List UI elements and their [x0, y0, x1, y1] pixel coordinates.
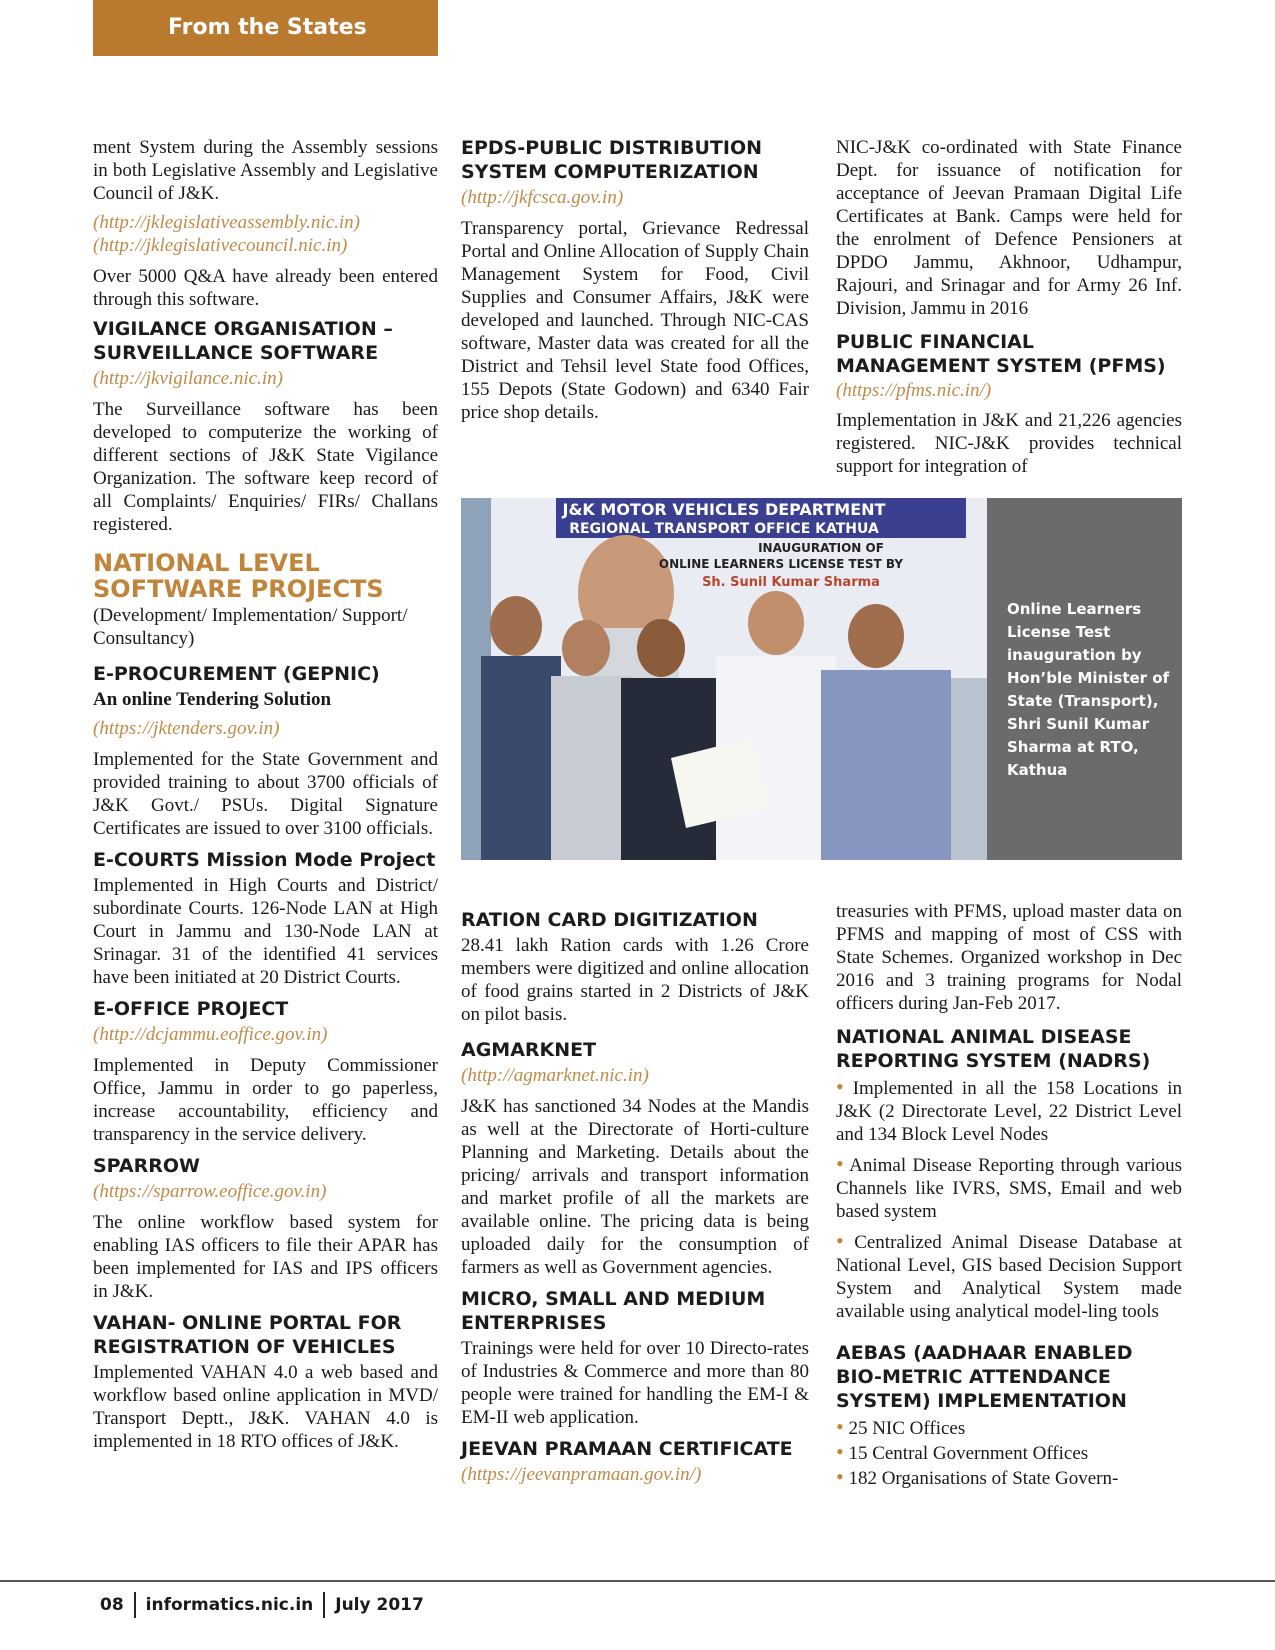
vigilance-text: The Surveillance software has been developed to computerize the working of different sections of J&K State Vigilance Organization. The software keep record of all Complaints/ Enquiries/ FIRs/ Challans registered.	[93, 399, 438, 535]
eprocurement-text: Implemented for the State Government and provided training to about 3700 officials of J&K Govt./ PSUs. Digital Signature Certificates are issued to over 3100 officials.	[93, 749, 438, 839]
column-3-bottom	[836, 900, 1182, 1490]
pfms-heading: PUBLIC FINANCIAL MANAGEMENT SYSTEM (PFMS) (https://pfms.nic.in/)	[836, 331, 1166, 401]
banner-line-3: INAUGURATION OF	[758, 541, 884, 555]
vahan-text: Implemented VAHAN 4.0 a web based and workflow based online application in MVD/ Transport Deptt., J&K. VAHAN 4.0 is implemented in 18 RTO offices of J&K.	[93, 1362, 438, 1452]
vahan-heading: VAHAN- ONLINE PORTAL FOR REGISTRATION OF VEHICLES	[93, 1312, 402, 1358]
banner-line-4: ONLINE LEARNERS LICENSE TEST BY	[658, 557, 904, 571]
footer-date: July 2017	[335, 1595, 424, 1615]
aebas-bullet: • 15 Central Government Offices	[836, 1439, 1089, 1464]
eoffice-heading: E-OFFICE PROJECT	[93, 998, 289, 1020]
eprocurement-subheading: An online Tendering Solution	[93, 689, 332, 710]
aebas-heading: AEBAS (AADHAAR ENABLED BIO-METRIC ATTENDANCE SYSTEM) IMPLEMENTATION	[836, 1342, 1133, 1412]
nadrs-bullet: • Implemented in all the 158 Locations in J&K (2 Directorate Level, 22 District Level and 134 Block Level Nodes	[836, 1074, 1182, 1145]
eoffice-text: Implemented in Deputy Commissioner Office, Jammu in order to go paperless, increase accountability, efficiency and transparency in the service delivery.	[93, 1055, 438, 1145]
pfms-text-continued: treasuries with PFMS, upload master data on PFMS and mapping of most of CSS with State Schemes. Organized workshop in Dec 2016 and 3 training programs for Nodal officers during Jan-Feb 2017.	[836, 901, 1182, 1014]
ration-text: 28.41 lakh Ration cards with 1.26 Crore members were digitized and online allocation of food grains started in 2 Districts of J&K on pilot basis.	[461, 935, 809, 1025]
msme-heading: MICRO, SMALL AND MEDIUM ENTERPRISES	[461, 1288, 766, 1334]
column-1	[93, 136, 438, 1459]
jeevan-heading: JEEVAN PRAMAAN CERTIFICATE	[461, 1438, 793, 1460]
nadrs-heading: NATIONAL ANIMAL DISEASE REPORTING SYSTEM (NADRS)	[836, 1026, 1151, 1072]
bullet-icon: •	[836, 1151, 844, 1176]
agmarknet-text: J&K has sanctioned 34 Nodes at the Mandis as well at the Directorate of Horti-culture Planning and Marketing. Details about the pricing/ arrivals and transport information and market profile of all the markets are available online. The pricing data is being uploaded daily for the consumption of farmers as well as Government agencies.	[461, 1096, 809, 1278]
eoffice-link[interactable]: (http://dcjammu.eoffice.gov.in)	[93, 1024, 328, 1045]
pfms-text: Implementation in J&K and 21,226 agencies registered. NIC-J&K provides technical support for integration of	[836, 410, 1182, 477]
eprocurement-heading: E-PROCUREMENT (GEPNIC)	[93, 663, 380, 685]
footer-site[interactable]: informatics.nic.in	[145, 1595, 314, 1615]
sparrow-text: The online workflow based system for enabling IAS officers to file their APAR has been implemented for IAS and IPS officers in J&K.	[93, 1212, 438, 1302]
msme-text: Trainings were held for over 10 Directo-rates of Industries & Commerce and more than 80 people were trained for handling the EM-I & EM-II web application.	[461, 1338, 809, 1428]
nadrs-bullet: • Animal Disease Reporting through various Channels like IVRS, SMS, Email and web based system	[836, 1151, 1183, 1222]
aebas-bullet: • 25 NIC Offices	[836, 1414, 966, 1439]
sparrow-heading: SPARROW	[93, 1155, 200, 1177]
epds-heading: EPDS-PUBLIC DISTRIBUTION SYSTEM COMPUTERIZATION	[461, 137, 762, 183]
ecourts-heading: E-COURTS Mission Mode Project	[93, 849, 436, 871]
page-number: 08	[100, 1595, 124, 1615]
nadrs-bullet: • Centralized Animal Disease Database at National Level, GIS based Decision Support System and Analytical System made available using analytical model-ling tools	[836, 1228, 1183, 1322]
footer-separator	[134, 1592, 136, 1618]
ration-heading: RATION CARD DIGITIZATION	[461, 909, 758, 931]
column-2-bottom	[461, 908, 809, 1494]
footer-divider	[0, 1580, 1275, 1582]
banner-line-2: REGIONAL TRANSPORT OFFICE KATHUA	[569, 521, 879, 537]
pfms-link[interactable]: (https://pfms.nic.in/)	[836, 380, 992, 401]
jeevan-link[interactable]: (https://jeevanpramaan.gov.in/)	[461, 1464, 702, 1485]
epds-text: Transparency portal, Grievance Redressal Portal and Online Allocation of Supply Chain Management System for Food, Civil Supplies and Consumer Affairs, J&K were developed and launched. Through NIC-CAS software, Master data was created for all the District and Tehsil level State food Offices, 155 Depots (State Godown) and 6340 Fair price shop details.	[461, 218, 809, 423]
inauguration-photo	[461, 498, 987, 860]
qa-text: Over 5000 Q&A have already been entered through this software.	[93, 266, 438, 310]
column-3-top	[836, 136, 1182, 484]
epds-link[interactable]: (http://jkfcsca.gov.in)	[461, 187, 624, 208]
bullet-icon: •	[836, 1464, 844, 1489]
eprocurement-link[interactable]: (https://jktenders.gov.in)	[93, 718, 280, 739]
agmarknet-link[interactable]: (http://agmarknet.nic.in)	[461, 1065, 649, 1086]
intro-text: ment System during the Assembly sessions in both Legislative Assembly and Legislative Council of J&K.	[93, 137, 438, 204]
bullet-icon: •	[836, 1414, 844, 1439]
national-subtitle: (Development/ Implementation/ Support/ Consultancy)	[93, 605, 408, 649]
footer	[100, 1592, 424, 1618]
national-heading: NATIONAL LEVEL SOFTWARE PROJECTS	[93, 549, 384, 603]
footer-separator	[323, 1592, 325, 1618]
sparrow-link[interactable]: (https://sparrow.eoffice.gov.in)	[93, 1181, 327, 1202]
nicjk-text: NIC-J&K co-ordinated with State Finance Dept. for issuance of notification for acceptance of Jeevan Pramaan Digital Life Certificates at Bank. Camps were held for the enrolment of Defence Pensioners at DPDO Jammu, Akhnoor, Udhampur, Rajouri, and Srinagar and for Army 26 Inf. Division, Jammu in 2016	[836, 137, 1182, 319]
assembly-link[interactable]: (http://jklegislativeassembly.nic.in)	[93, 212, 360, 233]
bullet-icon: •	[836, 1439, 844, 1464]
council-link[interactable]: (http://jklegislativecouncil.nic.in)	[93, 235, 348, 256]
agmarknet-heading: AGMARKNET	[461, 1039, 597, 1061]
aebas-bullet: • 182 Organisations of State Govern-	[836, 1464, 1119, 1489]
banner-line-5: Sh. Sunil Kumar Sharma	[702, 575, 880, 590]
bullet-icon: •	[836, 1074, 844, 1099]
vigilance-link[interactable]: (http://jkvigilance.nic.in)	[93, 368, 283, 389]
section-tab: From the States	[93, 0, 438, 56]
ecourts-text: Implemented in High Courts and District/ subordinate Courts. 126-Node LAN at High Court in Jammu and 130-Node LAN at Srinagar. 31 of the identified 41 services have been initiated at 20 District Courts.	[93, 875, 438, 988]
photo-illustration	[461, 498, 987, 860]
column-2-top	[461, 136, 809, 430]
bullet-icon: •	[836, 1228, 844, 1253]
photo-caption: Online Learners License Test inauguration by Hon’ble Minister of State (Transport), Shri Sunil Kumar Sharma at RTO, Kathua	[987, 498, 1182, 860]
banner-line-1: J&K MOTOR VEHICLES DEPARTMENT	[562, 500, 886, 519]
vigilance-heading: VIGILANCE ORGANISATION – SURVEILLANCE SOFTWARE	[93, 318, 393, 364]
